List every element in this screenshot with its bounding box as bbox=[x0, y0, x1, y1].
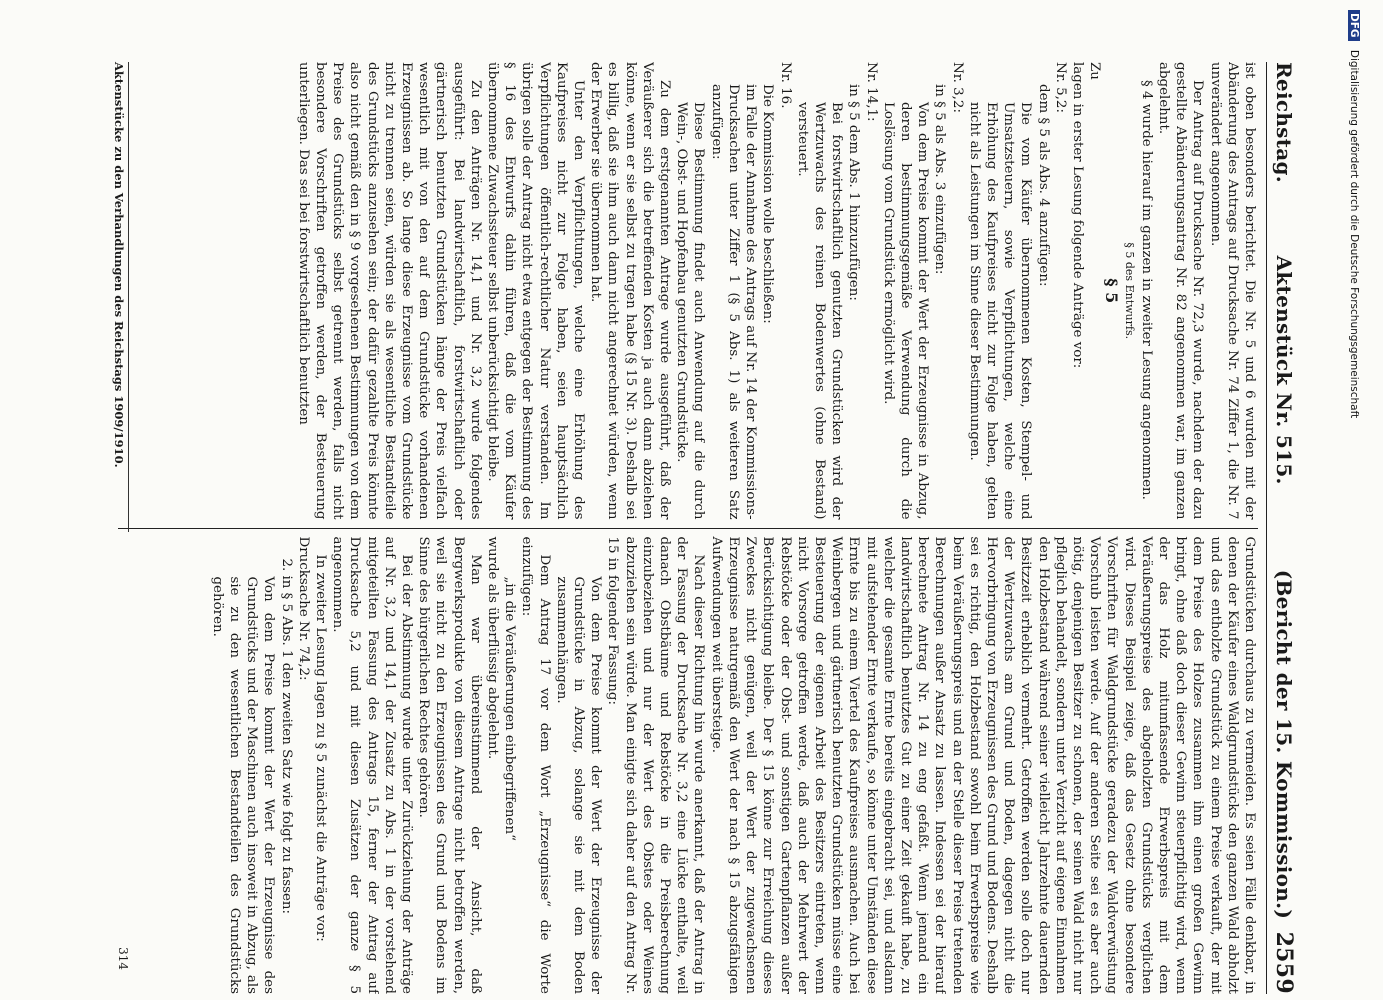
quoted-text: Die vom Käufer übernommenen Kosten, Stempel- und Umsatzsteuern, sowie Verpflichtungen, welche eine Erhöhung des Kaufpreises nicht zur Folge haben, gelten nicht als Leistungen im Sinne dieser Bestimmungen. bbox=[966, 102, 1034, 520]
quoted-text: Diese Bestimmung findet auch Anwendung auf die durch Wein-, Obst- und Hopfenbau genutzten Grundstücke. bbox=[674, 102, 707, 520]
motion-number: Nr. 5,2: bbox=[1052, 62, 1068, 113]
quoted-text: „in die Veräußerungen einbegriffenen“ bbox=[502, 576, 518, 841]
paragraph: Grundstücken durchaus zu vermeiden. Es seien Fälle denkbar, in denen der Käufer eines Waldgrundstücks den ganzen Wald abholzt und das entholzte Grundstück zu einem Preise verkauft, der mit dem Preise des Holzes zusammen ihm einen großen Gewinn bringt, ohne daß doch dieser Gewinn steuerpflichtig wird, wenn der das Holz mitumfassende Erwerbspreis mit dem Veräußerungspreise des abgeholzten Grundstücks verglichen wird. Dieses Beispiel zeige, daß das Gesetz ohne besondere Vorschriften für Waldgrundstücke geradezu der Waldverwüstung Vorschub leisten werde. Auf der anderen Seite sei es aber auch nötig, denjenigen Besitzer zu schonen, der seinen Wald nicht nur pfleglich behandelt, sondern unter Verzicht auf eigene Einnahmen den Holzbestand während seiner vielleicht Jahrzehnte dauernden Besitzzeit erheblich vermehrt. Getroffen werden solle doch nur der Wertzuwachs am Grund und Boden, dagegen nicht die Hervorbringung von Erzeugnissen des Grund und Bodens. Deshalb sei es richtig, den Holzbestand sowohl beim Erwerbspreise wie beim Veräußerungspreis und an der Stelle dieser Preise tretenden Berechnungen außer Ansatz zu lassen. Indessen sei der hierauf berechnete Antrag Nr. 14 zu eng gefaßt. Wenn jemand ein landwirtschaftlich benutztes Gut zu einer Zeit gekauft habe, zu welcher die gesamte Ernte bereits eingebracht sei, und alsdann mit aufstehender Ernte verkaufe, so könne unter Umständen diese Ernte bis zu einem Viertel des Kaufpreises ausmachen. Auch bei Weinbergen und gärtnerisch benutzten Grundstücken müsse eine Besteuerung der eigenen Arbeit des Besitzers eintreten, wenn nicht Vorsorge getroffen werde, daß auch der Mehrwert der Rebstöcke oder der Obst- und sonstigen Gartenpflanzen außer Berücksichtigung bleibe. Der § 15 könne zur Erreichung dieses Zweckes nicht genügen, weil der Wert der zugewachsenen Erzeugnisse naturgemäß den Wert der nach § 15 abzugsfähigen Aufwendungen weit übersteige. bbox=[708, 536, 1257, 994]
paragraph: Die Kommission wolle beschließen: bbox=[760, 84, 776, 324]
paragraph: In zweiter Lesung lagen zu § 5 zunächst die Anträge vor: bbox=[313, 554, 329, 942]
paragraph: § 4 wurde hierauf im ganzen in zweiter Lesung angenommen. bbox=[1138, 80, 1154, 500]
document-page bbox=[73, 52, 1309, 1004]
header-reichstag: Reichstag. bbox=[1272, 62, 1296, 184]
motion-number: Drucksache Nr. 74,2: bbox=[295, 536, 311, 681]
footer-source: Aktenstücke zu den Verhandlungen des Reichstags 1909/1910. bbox=[112, 62, 129, 532]
motion-number: Nr. 16. bbox=[777, 62, 793, 109]
dfg-logo: DFG bbox=[1348, 10, 1360, 41]
paragraph: im Falle der Annahme des Antrags auf Nr. 14 der Kommissions-Drucksachen unter Ziffer 1 (§ 5 Abs. 1) als weiteren Satz anzufügen: bbox=[708, 84, 759, 520]
paragraph: lagen in erster Lesung folgende Anträge vor: bbox=[1069, 62, 1085, 369]
quoted-text: Von dem Preise kommt der Wert der Erzeugnisse der Grundstücke in Abzug, solange sie mit dem Boden zusammenhängen. bbox=[553, 576, 604, 994]
signature-mark: 314 bbox=[116, 947, 130, 970]
paragraph: Unter den Verpflichtungen, welche eine Erhöhung des Kaufpreises nicht zur Folge haben, seien hauptsächlich Verpflichtungen öffentlich-rechtlicher Natur verstanden. Im übrigen solle der Antrag nicht etwa entgegen der Bestimmung des § 16 des Entwurfs dahin führen, daß die vom Käufer übernommene Zuwachssteuer selbst unberücksichtigt bleibe. bbox=[485, 62, 587, 520]
paragraph: Zu den Anträgen Nr. 14,1 und Nr. 3,2 wurde folgendes ausgeführt: Bei landwirtschaftlich, forstwirtschaftlich oder gärtnerisch benutzten Grundstücken hänge der Preis vielfach wesentlich mit von den auf dem Grundstücke vorhandenen Erzeugnissen ab. So lange diese Erzeugnisse vom Grundstücke nicht zu trennen seien, würden sie als wesentliche Bestandteile des Grundstücks anzusehen sein; der dafür gezahlte Preis könnte also nicht gemäß den in § 9 vorgesehenen Bestimmungen von dem Preise des Grundstücks selbst getrennt werden, falls nicht besondere Vorschriften getroffen werden, der Besteuerung unterliegen. Das sei bei forstwirtschaftlich benutzten bbox=[295, 62, 483, 520]
section-heading: § 5 bbox=[1102, 278, 1122, 304]
left-column bbox=[118, 62, 1258, 520]
paragraph: in § 5 als Abs. 3 einzufügen: bbox=[932, 84, 948, 275]
paragraph: Zu dem erstgenannten Antrage wurde ausgeführt, daß der Veräußerer sich die betreffenden Kosten ja auch dann abziehen könne, wenn er sie selbst zu tragen habe (§ 15 Nr. 3). Deshalb sei es billig, daß sie ihm auch dann nicht angerechnet würden, wenn der Erwerber sie übernommen hat. bbox=[588, 62, 673, 520]
paragraph: dem § 5 als Abs. 4 anzufügen: bbox=[1035, 84, 1051, 287]
digitization-note: Digitalisierung gefördert durch die Deutsche Forschungsgemeinschaft bbox=[1348, 49, 1360, 419]
section-heading-small: § 5 des Entwurfs. bbox=[1122, 242, 1136, 340]
header-aktenstueck: Aktenstück Nr. 515. bbox=[1272, 255, 1296, 485]
quoted-text: Bei forstwirtschaftlich genutzten Grundstücken wird der Wertzuwachs des reinen Bodenwertes (ohne Bestand) versteuert. bbox=[794, 102, 845, 520]
motion-number: Nr. 3,2: bbox=[949, 62, 965, 113]
page-header bbox=[1266, 62, 1301, 994]
paragraph: wurde als überflüssig abgelehnt. bbox=[485, 536, 501, 760]
quoted-text: Von dem Preise kommt der Wert der Erzeugnisse in Abzug, deren bestimmungsgemäße Verwendung durch die Loslösung vom Grundstück ermöglicht wird. bbox=[880, 102, 931, 520]
right-column bbox=[118, 536, 1258, 994]
motion-number: Nr. 14,1: bbox=[863, 62, 879, 122]
text-columns bbox=[112, 62, 1258, 994]
paragraph: Zu bbox=[1087, 62, 1103, 80]
paragraph: Man war übereinstimmend der Ansicht, daß Bergwerksprodukte von diesem Antrage nicht betroffen werden, weil sie nicht zu den Erzeugnissen des Grund und Bodens im Sinne des bürgerlichen Rechtes gehören. bbox=[416, 536, 483, 994]
paragraph: 2. in § 5 Abs. 1 den zweiten Satz wie folgt zu fassen: bbox=[278, 558, 294, 915]
page-number: 2559 bbox=[1271, 931, 1297, 995]
paragraph: Dem Antrag 17 vor dem Wort „Erzeugnisse“ die Worte einzufügen: bbox=[519, 536, 552, 994]
side-note bbox=[1348, 10, 1360, 1000]
paragraph: Nach dieser Richtung hin wurde anerkannt, daß der Antrag in der Fassung der Drucksache Nr. 3,2 eine Lücke enthalte, weil danach Obstbäume und Rebstöcke in die Preisberechnung einzubeziehen und nur der Wert des Obstes oder Weines abzuziehen sein würde. Man einigte sich daher auf den Antrag Nr. 15 in folgender Fassung: bbox=[605, 536, 707, 994]
paragraph: Der Antrag auf Drucksache Nr. 72,3 wurde, nachdem der dazu gestellte Abänderungsantrag Nr. 82 angenommen war, im ganzen abgelehnt. bbox=[1155, 62, 1206, 520]
paragraph: ist oben besonders berichtet. Die Nr. 5 und 6 wurden mit der Abänderung des Antrags auf Drucksache Nr. 74 Ziffer 1, die Nr. 7 unverändert angenommen. bbox=[1207, 62, 1257, 520]
paragraph: in § 5 dem Abs. 1 hinzuzufügen: bbox=[846, 84, 862, 301]
column-divider bbox=[118, 528, 1258, 529]
header-bericht: (Bericht der 15. Kommission.) bbox=[1272, 569, 1296, 920]
quoted-text: Von dem Preise kommt der Wert der Erzeugnisse des Grundstücks und der Maschinen auch insoweit in Abzug, als sie zu den wesentlichen Bestandteilen des Grundstücks gehören. bbox=[209, 576, 277, 994]
paragraph: Bei der Abstimmung wurde unter Zurückziehung der Anträge auf Nr. 3,2 und 14,1 der Zusatz zu Abs. 1 in der vorstehend mitgeteilten Fassung des Antrags 15, ferner der Antrag auf Drucksache 5,2 und mit diesen Zusätzen der ganze § 5 angenommen. bbox=[330, 536, 415, 994]
